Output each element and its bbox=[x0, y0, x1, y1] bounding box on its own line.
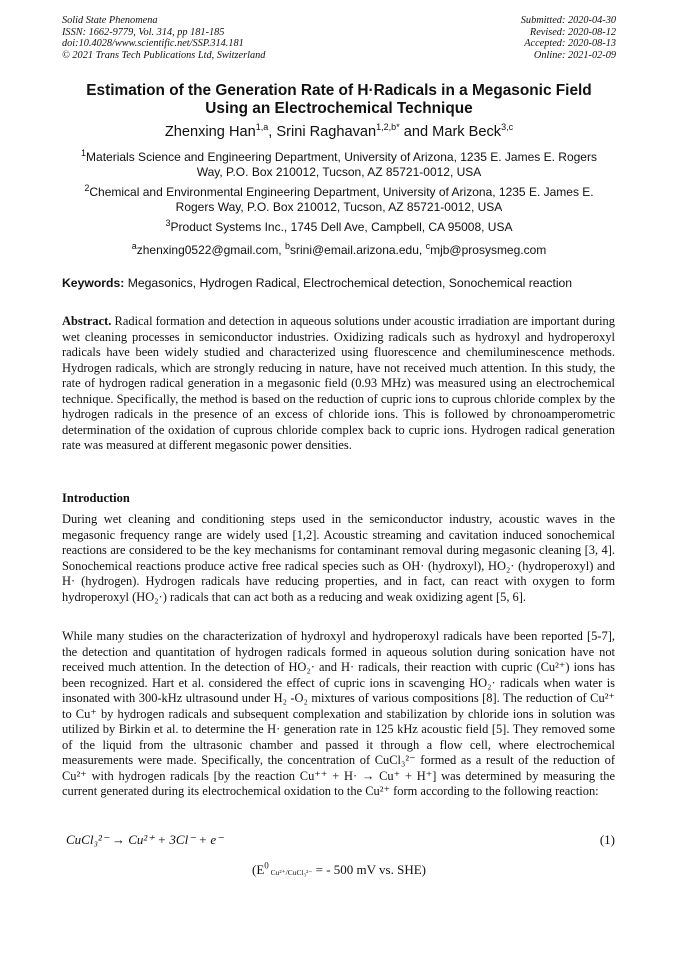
affiliation-text: Chemical and Environmental Engineering Department, University of Arizona, 1235 E. James E. Rogers Way, P.O. Box 210012, Tucson, AZ 85721-0012, USA bbox=[89, 185, 594, 215]
journal-issn: ISSN: 1662-9779, Vol. 314, pp 181-185 bbox=[62, 26, 225, 38]
date-online: Online: 2021-02-09 bbox=[533, 49, 616, 61]
keywords-label: Keywords: bbox=[62, 276, 125, 290]
email-list bbox=[72, 243, 606, 258]
paper-title bbox=[40, 82, 638, 118]
affiliation-text: Product Systems Inc., 1745 Dell Ave, Campbell, CA 95008, USA bbox=[170, 220, 513, 234]
note-sub: Cu²⁺/CuCl₃²⁻ bbox=[268, 868, 313, 877]
email-letter: c bbox=[425, 241, 431, 251]
author-han: Zhenxing Han bbox=[164, 124, 256, 140]
email-han[interactable]: zhenxing0522@gmail.com, bbox=[136, 243, 285, 257]
title-line-1: Estimation of the Generation Rate of H·Radicals in a Megasonic Field bbox=[86, 82, 592, 99]
intro-paragraph-1: During wet cleaning and conditioning steps used in the semiconductor industry, acoustic waves in the megasonic frequency range are widely used [1,2]. Acoustic streaming and cavitation induced sonochemical reactions are considered to be the key mechanisms for contaminant removal during megasonic cleaning [3, 4]. Sonochemical reactions produce active free radical species such as OH· (hydroxyl), HO₂· (hydroperoxyl) and H· (hydrogen). Hydrogen radicals have reducing properties, and in fact, can react with oxygen to form hydroperoxyl (HO₂·) radicals that can act both as a reducing and weak oxidizing agent [5, 6]. bbox=[62, 512, 615, 604]
affiliation-2 bbox=[72, 185, 606, 215]
email-beck[interactable]: mjb@prosysmeg.com bbox=[430, 243, 547, 257]
affiliation-number: 2 bbox=[84, 183, 90, 193]
affiliation-text: Materials Science and Engineering Department, University of Arizona, 1235 E. James E. Rogers Way, P.O. Box 210012, Tucson, AZ 85721-0012, USA bbox=[86, 150, 597, 180]
email-letter: a bbox=[131, 241, 137, 251]
date-accepted: Accepted: 2020-08-13 bbox=[524, 38, 616, 50]
author-beck: Mark Beck bbox=[432, 124, 502, 140]
note-sup: 0 bbox=[264, 860, 269, 871]
note-text: = - 500 mV vs. SHE) bbox=[312, 862, 426, 877]
title-line-2: Using an Electrochemical Technique bbox=[205, 100, 473, 117]
date-submitted: Submitted: 2020-04-30 bbox=[520, 15, 616, 26]
affiliation-number: 3 bbox=[165, 218, 171, 228]
keywords bbox=[62, 276, 622, 291]
abstract-text: Radical formation and detection in aqueous solutions under acoustic irradiation are important during wet cleaning processes in semiconductor industries. Oxidizing radicals such as hydroxyl and hydroperoxyl radicals have been widely studied and characterized using fluorescence and chemiluminescence methods. Hydrogen radicals, which are strongly reducing in nature, have not received much attention. In this study, the rate of hydrogen radical generation in a megasonic field (0.93 MHz) was measured using an electrochemical technique. Specifically, the method is based on the reduction of cupric ions to cuprous chloride complex by the hydrogen radicals in the presence of an excess of chloride ions. This is followed by chronoamperometric determination of the oxidation of cuprous chloride complex back to cupric ions. Hydrogen radical generation rate was measured at different megasonic power densities. bbox=[62, 314, 615, 452]
author-sep: , bbox=[268, 124, 277, 140]
affiliation-1 bbox=[72, 150, 606, 180]
keywords-text: Megasonics, Hydrogen Radical, Electrochemical detection, Sonochemical reaction bbox=[124, 276, 573, 290]
affiliation-3 bbox=[72, 220, 606, 235]
intro-paragraph-2: While many studies on the characterization of hydroxyl and hydroperoxyl radicals have been reported [5-7], the detection and quantitation of hydrogen radicals formed in aqueous solution during sonication have not received much attention. In the detection of HO₂· and H· radicals, their reaction with cupric (Cu²⁺) ions has been recognized. Hart et al. considered the effect of cupric ions in scavenging HO₂· radicals when water is insonated with 300-kHz ultrasound under H₂ -O₂ mixtures of various compositions [8]. The reduction of Cu²⁺ to Cu⁺ by hydrogen radicals and subsequent complexation and stabilization by chloride ions in solution was utilized by Birkin et al. to determine the H· generation rate in 125 kHz acoustic field [5]. They removed some of the liquid from the ultrasonic chamber and passed it through a flow cell, where electrochemical measurements were made. Specifically, the concentration of CuCl₃²⁻ formed as a result of the reduction of Cu²⁺ with hydrogen radicals [by the reaction Cu⁺⁺ + H· → Cu⁺ + H⁺] was determined by measuring the current generated during its electrochemical oxidation to the Cu²⁺ form according to the following reaction: bbox=[62, 629, 615, 798]
equation-number: (1) bbox=[599, 832, 615, 847]
journal-doi: doi:10.4028/www.scientific.net/SSP.314.181 bbox=[62, 38, 244, 50]
abstract-label: Abstract. bbox=[62, 314, 112, 328]
journal-copyright: © 2021 Trans Tech Publications Ltd, Switzerland bbox=[62, 49, 266, 61]
email-raghavan[interactable]: srini@email.arizona.edu, bbox=[290, 243, 426, 257]
author-beck-sup: 3,c bbox=[501, 122, 514, 133]
author-raghavan: Srini Raghavan bbox=[276, 124, 377, 140]
dates-info bbox=[521, 15, 616, 61]
author-list bbox=[40, 124, 638, 141]
affiliation-number: 1 bbox=[81, 148, 87, 158]
journal-name: Solid State Phenomena bbox=[62, 15, 158, 26]
author-raghavan-sup: 1,2,b* bbox=[376, 122, 400, 133]
equation-potential-note bbox=[0, 862, 678, 878]
email-letter: b bbox=[284, 241, 290, 251]
abstract bbox=[62, 314, 615, 454]
author-han-sup: 1,a bbox=[255, 122, 269, 133]
section-heading-introduction: Introduction bbox=[62, 491, 130, 505]
equation-formula: CuCl₃²⁻ → Cu²⁺ + 3Cl⁻ + e⁻ bbox=[66, 832, 223, 847]
author-sep: and bbox=[399, 124, 433, 140]
date-revised: Revised: 2020-08-12 bbox=[529, 26, 616, 38]
journal-info bbox=[62, 15, 265, 61]
note-text: (E bbox=[252, 862, 265, 877]
